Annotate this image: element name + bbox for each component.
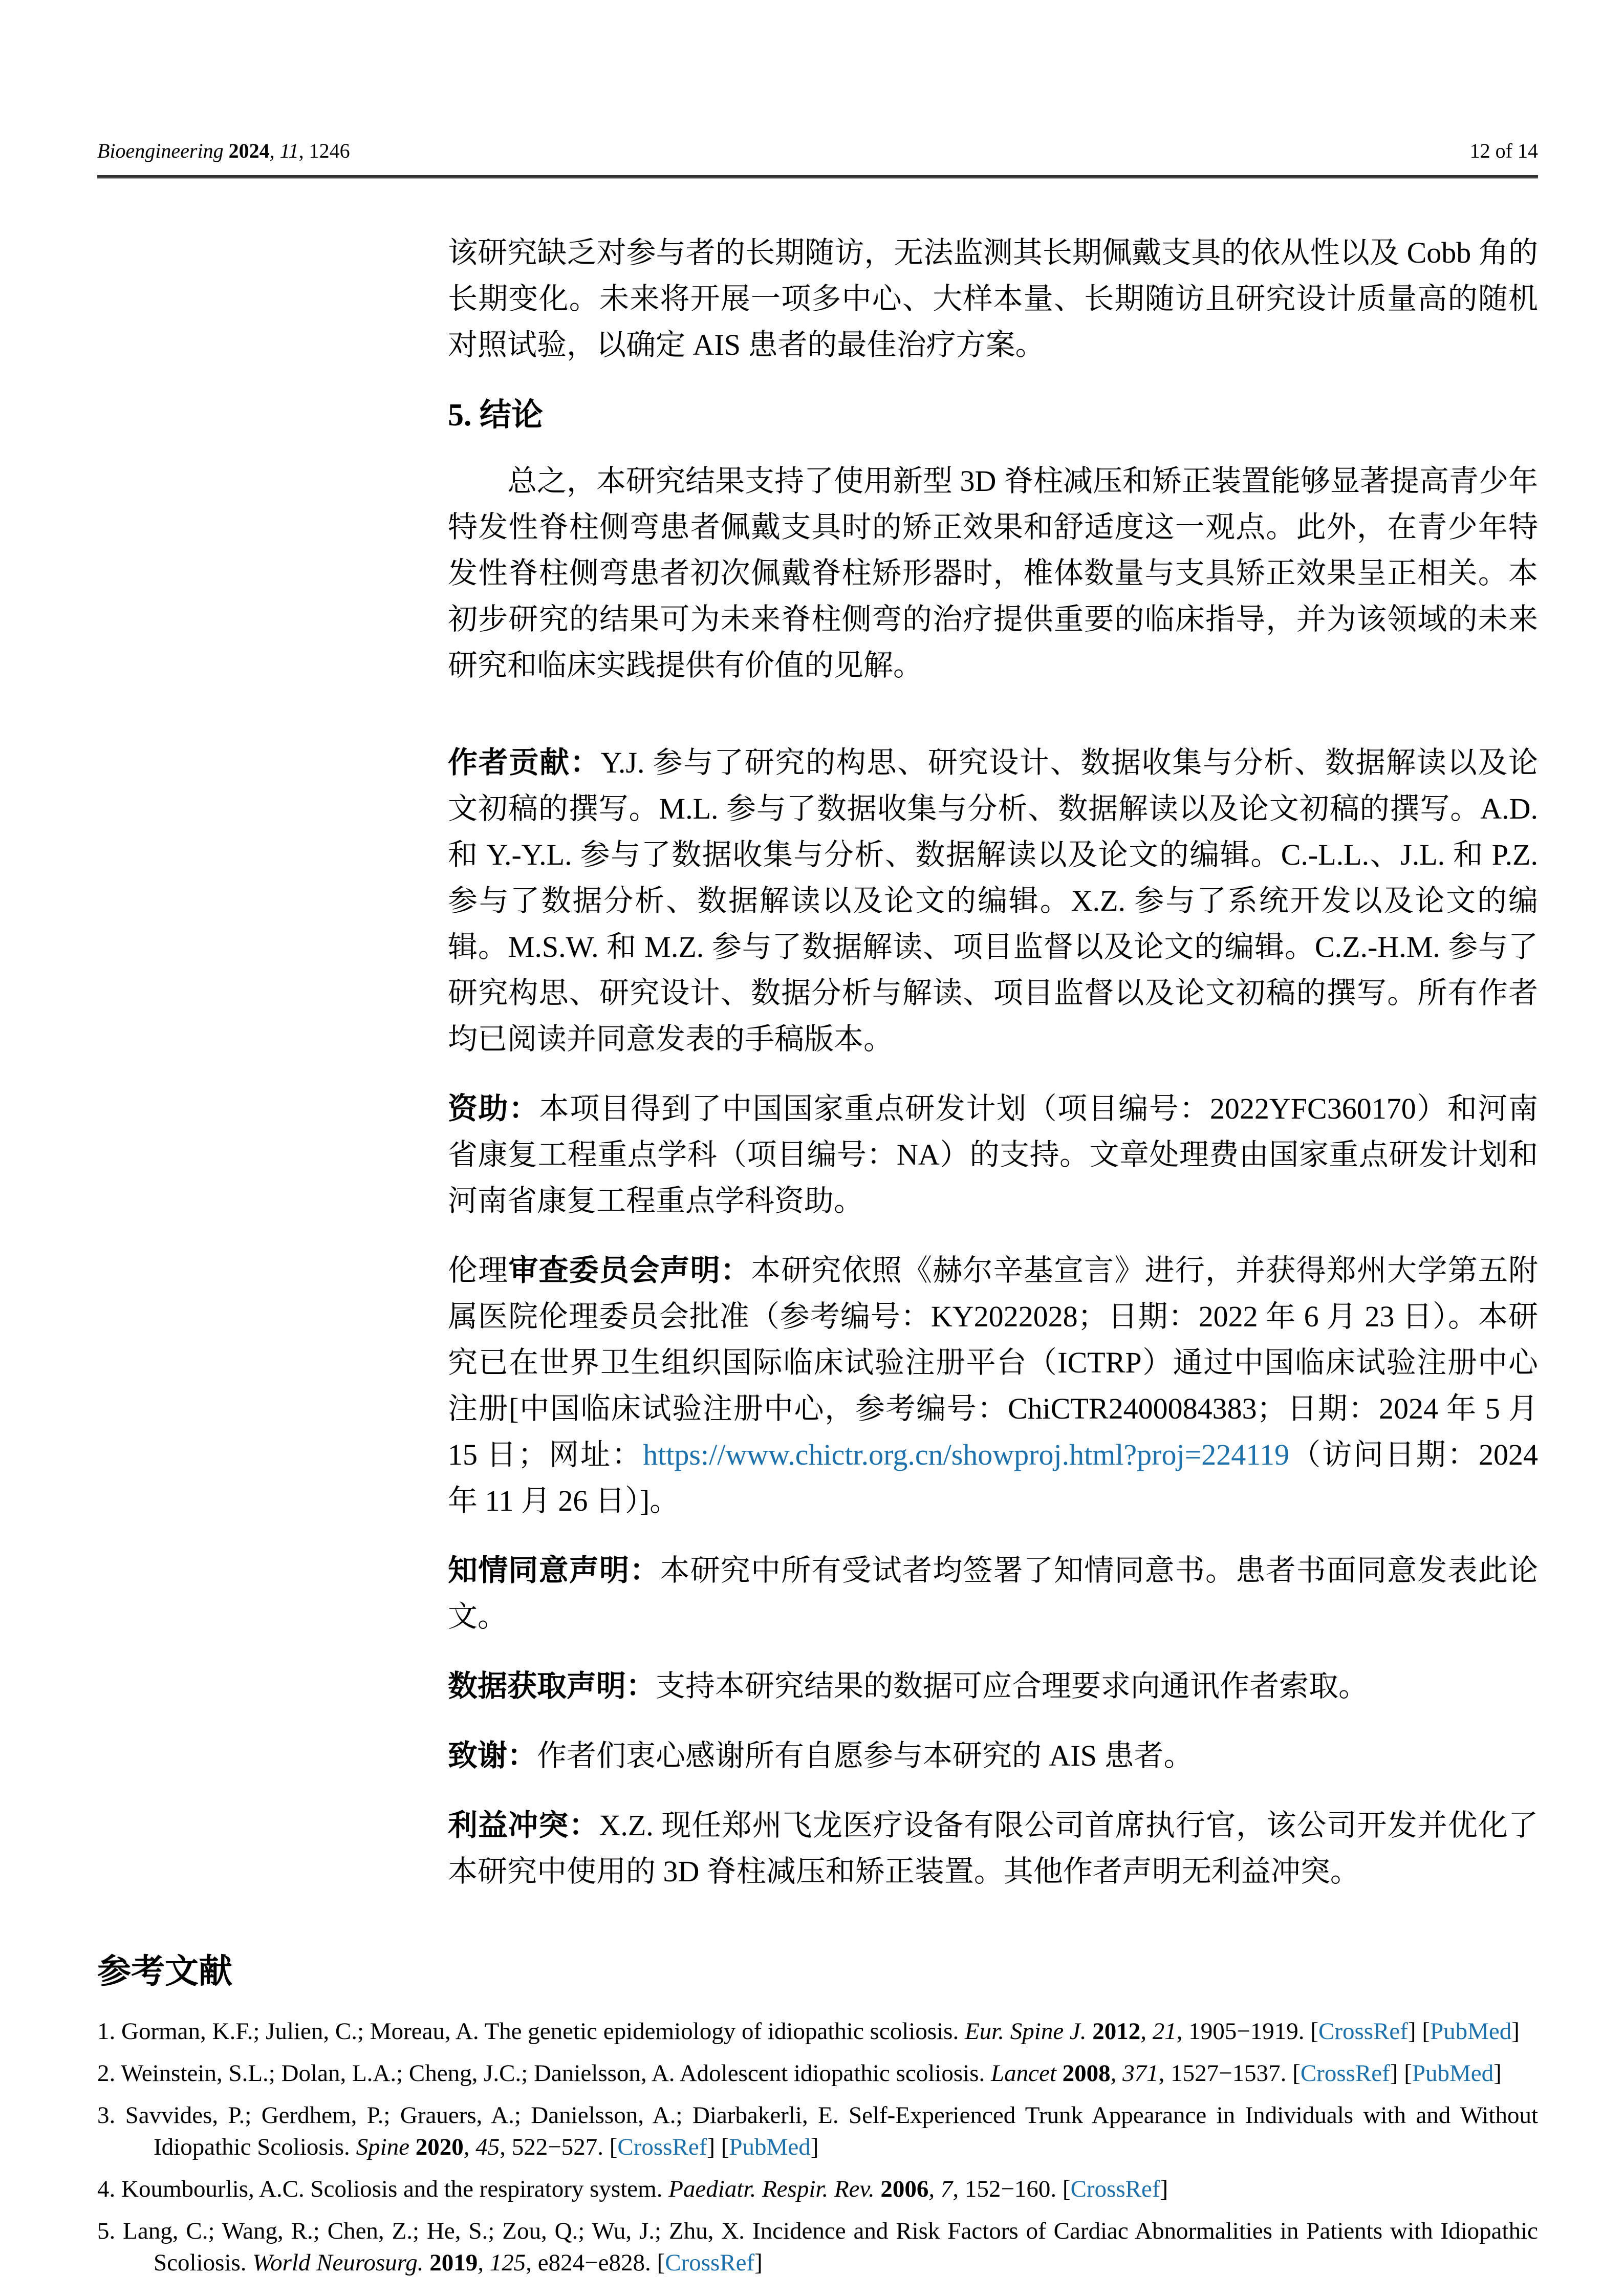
crossref-link[interactable]: CrossRef: [665, 2249, 755, 2276]
crossref-link[interactable]: CrossRef: [1318, 2018, 1408, 2045]
ethics-label-prefix: 伦理: [448, 1254, 509, 1287]
citation-volume: 11: [279, 139, 299, 162]
bracket: [: [1062, 2176, 1071, 2202]
citation-year: 2024: [223, 139, 270, 162]
reference-pages: , 152−160.: [952, 2176, 1063, 2202]
crossref-link[interactable]: CrossRef: [1070, 2176, 1160, 2202]
bracket: [: [609, 2134, 618, 2160]
back-matter-statements: [448, 740, 1538, 1895]
page-number: 12 of 14: [1469, 139, 1538, 162]
reference-volume: , 371: [1110, 2060, 1159, 2087]
conflicts-text: X.Z. 现任郑州飞龙医疗设备有限公司首席执行官，该公司开发并优化了本研究中使用的 3D 脊柱减压和矫正装置。其他作者声明无利益冲突。: [448, 1809, 1538, 1888]
bracket: ]: [810, 2134, 819, 2160]
funding-statement: [448, 1086, 1538, 1224]
conflicts-label: 利益冲突：: [448, 1809, 599, 1842]
author-contributions-statement: [448, 740, 1538, 1062]
reference-pages: , e824−e828.: [526, 2249, 657, 2276]
citation-separator: ,: [269, 139, 280, 162]
data-availability-statement: [448, 1663, 1538, 1709]
bracket: [: [1398, 2060, 1412, 2087]
author-contributions-label: 作者贡献：: [448, 746, 601, 779]
acknowledgments-label: 致谢：: [448, 1739, 537, 1772]
informed-consent-label: 知情同意声明：: [448, 1554, 660, 1587]
bracket: [: [1292, 2060, 1301, 2087]
pubmed-link[interactable]: PubMed: [1412, 2060, 1494, 2087]
funding-text: 本项目得到了中国国家重点研发计划（项目编号：2022YFC360170）和河南省康复工程重点学科（项目编号：NA）的支持。文章处理费由国家重点研发计划和河南省康复工程重点学科资助。: [448, 1092, 1538, 1217]
conclusion-paragraph: 总之，本研究结果支持了使用新型 3D 脊柱减压和矫正装置能够显著提高青少年特发性脊柱侧弯患者佩戴支具时的矫正效果和舒适度这一观点。此外，在青少年特发性脊柱侧弯患者初次佩戴脊柱矫形器时，椎体数量与支具矫正效果呈正相关。本初步研究的结果可为未来脊柱侧弯的治疗提供重要的临床指导，并为该领域的未来研究和临床实践提供有价值的见解。: [448, 464, 1538, 682]
running-head: [0, 0, 1624, 163]
reference-journal: Paediatr. Respir. Rev.: [668, 2176, 875, 2202]
reference-item-3: [97, 2099, 1538, 2163]
reference-authors-title: Weinstein, S.L.; Dolan, L.A.; Cheng, J.C.; Danielsson, A. Adolescent idiopathic scoliosis.: [121, 2060, 991, 2087]
bracket: [: [715, 2134, 729, 2160]
funding-label: 资助：: [448, 1092, 539, 1125]
crossref-link[interactable]: CrossRef: [1300, 2060, 1390, 2087]
acknowledgments-text: 作者们衷心感谢所有自愿参与本研究的 AIS 患者。: [537, 1739, 1194, 1772]
ethics-text-after-link: （访问日期：2024 年 11 月 26 日）]。: [448, 1438, 1538, 1517]
citation-article-number: , 1246: [298, 139, 350, 162]
reference-list: [97, 2015, 1538, 2279]
bracket: ]: [1493, 2060, 1502, 2087]
journal-name: Bioengineering: [97, 139, 224, 162]
reference-year: 2012: [1086, 2018, 1141, 2045]
reference-journal: Eur. Spine J.: [964, 2018, 1087, 2045]
ethics-text: 本研究依照《赫尔辛基宣言》进行，并获得郑州大学第五附属医院伦理委员会批准（参考编号：KY2022028；日期：2022 年 6 月 23 日）。本研究已在世界卫生组织国际临床试验注册平台（ICTRP）通过中国临床试验注册中心注册[中国临床试验注册中心，参考编号：ChiCTR2400084383；日期：2024 年 5 月 15 日；网址：: [448, 1254, 1538, 1471]
bracket: [: [1416, 2018, 1430, 2045]
reference-number: 5.: [97, 2218, 123, 2244]
reference-year: 2020: [409, 2134, 464, 2160]
reference-year: 2006: [874, 2176, 929, 2202]
reference-number: 2.: [97, 2060, 121, 2087]
reference-number: 1.: [97, 2018, 121, 2045]
bracket: ]: [1390, 2060, 1398, 2087]
reference-volume: , 21: [1140, 2018, 1177, 2045]
references-heading: 参考文献: [97, 1953, 232, 1990]
data-availability-text: 支持本研究结果的数据可应合理要求向通讯作者索取。: [656, 1669, 1369, 1703]
reference-item-5: [97, 2215, 1538, 2279]
reference-year: 2008: [1056, 2060, 1111, 2087]
reference-authors-title: Koumbourlis, A.C. Scoliosis and the respiratory system.: [121, 2176, 669, 2202]
informed-consent-text: 本研究中所有受试者均签署了知情同意书。患者书面同意发表此论文。: [448, 1554, 1538, 1633]
bracket: ]: [1511, 2018, 1520, 2045]
pubmed-link[interactable]: PubMed: [1430, 2018, 1512, 2045]
bracket: ]: [754, 2249, 763, 2276]
reference-volume: , 45: [463, 2134, 500, 2160]
reference-authors-title: Gorman, K.F.; Julien, C.; Moreau, A. The genetic epidemiology of idiopathic scoliosis.: [121, 2018, 965, 2045]
reference-volume: , 125: [478, 2249, 526, 2276]
reference-journal: Spine: [356, 2134, 409, 2160]
informed-consent-statement: [448, 1548, 1538, 1640]
reference-journal: Lancet: [990, 2060, 1056, 2087]
references-section: [97, 1950, 1538, 2279]
bracket: ]: [707, 2134, 716, 2160]
reference-pages: , 1527−1537.: [1158, 2060, 1293, 2087]
data-availability-label: 数据获取声明：: [448, 1669, 656, 1703]
conflicts-of-interest-statement: [448, 1803, 1538, 1895]
header-rule: [97, 175, 1538, 179]
trial-registry-url-link[interactable]: https://www.chictr.org.cn/showproj.html?proj=224119: [643, 1438, 1290, 1471]
reference-pages: , 522−527.: [500, 2134, 610, 2160]
bracket: [: [1310, 2018, 1318, 2045]
reference-authors-title: Savvides, P.; Gerdhem, P.; Grauers, A.; Danielsson, A.; Diarbakerli, E. Self-Experienced Trunk Appearance in Individuals with and Without Idiopathic Scoliosis.: [125, 2102, 1538, 2160]
bracket: ]: [1160, 2176, 1168, 2202]
conclusion-section-heading: 5. 结论: [448, 398, 544, 433]
reference-journal: World Neurosurg.: [252, 2249, 424, 2276]
journal-citation: [97, 139, 350, 163]
author-contributions-text: Y.J. 参与了研究的构思、研究设计、数据收集与分析、数据解读以及论文初稿的撰写。M.L. 参与了数据收集与分析、数据解读以及论文初稿的撰写。A.D. 和 Y.-Y.L. 参与了数据收集与分析、数据解读以及论文的编辑。C.-L.L.、J.L. 和 P.Z. 参与了数据分析、数据解读以及论文的编辑。X.Z. 参与了系统开发以及论文的编辑。M.S.W. 和 M.Z. 参与了数据解读、项目监督以及论文的编辑。C.Z.-H.M. 参与了研究构思、研究设计、数据分析与解读、项目监督以及论文初稿的撰写。所有作者均已阅读并同意发表的手稿版本。: [448, 746, 1538, 1056]
reference-item-1: [97, 2015, 1538, 2047]
reference-number: 3.: [97, 2102, 125, 2129]
reference-pages: , 1905−1919.: [1176, 2018, 1311, 2045]
ethics-label: 审查委员会声明：: [508, 1254, 751, 1287]
pubmed-link[interactable]: PubMed: [729, 2134, 811, 2160]
reference-authors-title: Lang, C.; Wang, R.; Chen, Z.; He, S.; Zou, Q.; Wu, J.; Zhu, X. Incidence and Risk Factors of Cardiac Abnormalities in Patients with Idiopathic Scoliosis.: [123, 2218, 1539, 2276]
reference-item-4: [97, 2173, 1538, 2205]
reference-volume: , 7: [928, 2176, 953, 2202]
bracket: ]: [1408, 2018, 1416, 2045]
limitations-paragraph: 该研究缺乏对参与者的长期随访，无法监测其长期佩戴支具的依从性以及 Cobb 角的长期变化。未来将开展一项多中心、大样本量、长期随访且研究设计质量高的随机对照试验，以确定 AIS 患者的最佳治疗方案。: [448, 236, 1538, 361]
reference-item-2: [97, 2057, 1538, 2089]
ethics-statement: [448, 1248, 1538, 1524]
reference-number: 4.: [97, 2176, 121, 2202]
bracket: [: [657, 2249, 665, 2276]
acknowledgments-statement: [448, 1733, 1538, 1779]
crossref-link[interactable]: CrossRef: [617, 2134, 707, 2160]
main-column: [448, 230, 1538, 1895]
reference-year: 2019: [423, 2249, 478, 2276]
